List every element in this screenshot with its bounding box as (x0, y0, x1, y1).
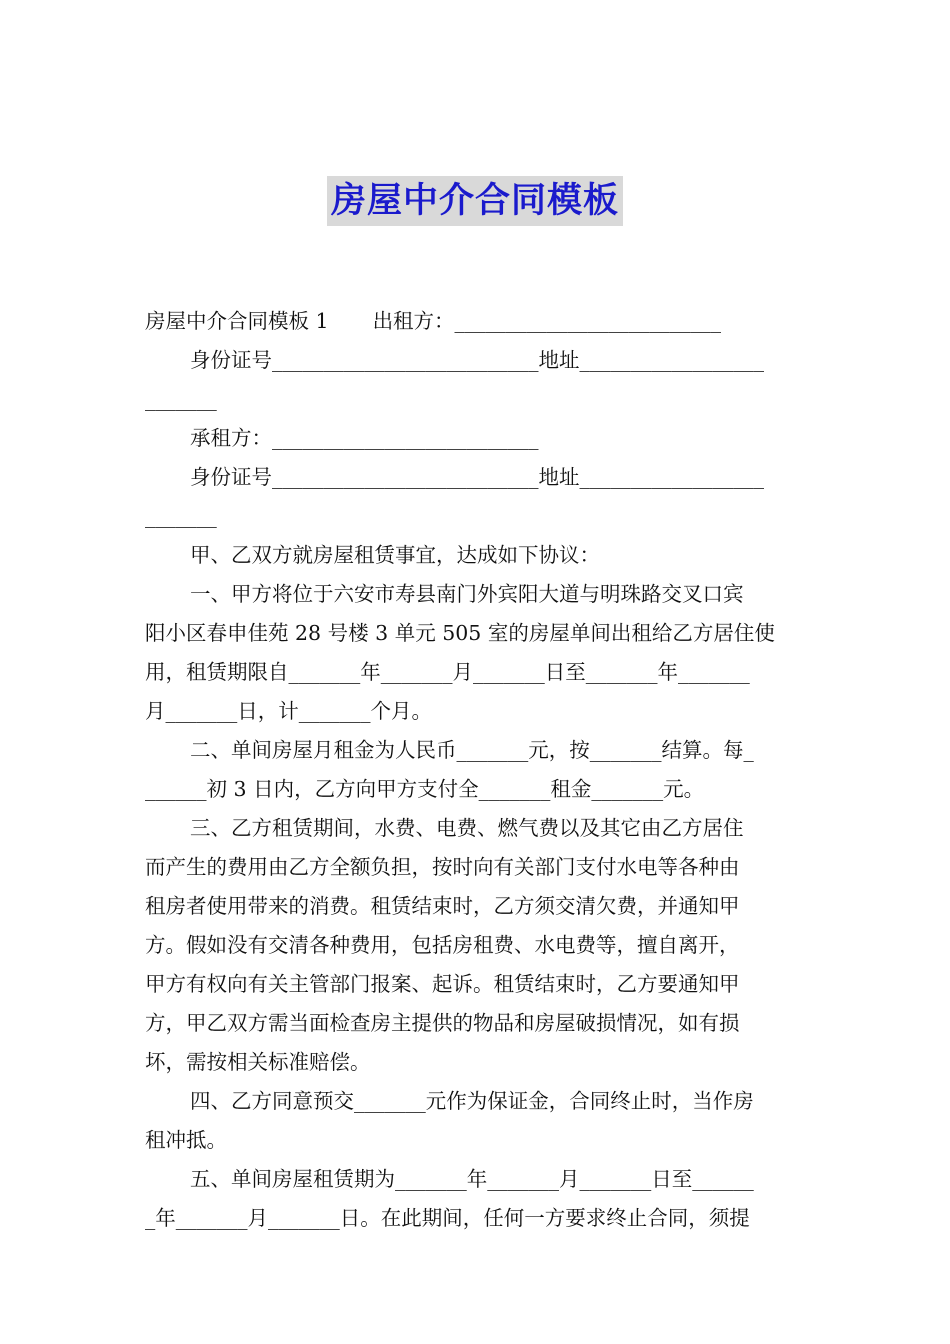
clause-3-line-5: 甲方有权向有关主管部门报案、起诉。租赁结束时，乙方要通知甲 (145, 972, 740, 996)
clause-5-line-2: _年_______月_______日。在此期间，任何一方要求终止合同，须提 (145, 1206, 750, 1230)
lessor-field: 出租方：__________________________ (372, 309, 722, 333)
lessee-id-line-cont: _______ (145, 504, 217, 528)
lessee-line: 承租方：__________________________ (190, 426, 539, 450)
clause-1-line-1: 一、甲方将位于六安市寿县南门外宾阳大道与明珠路交叉口宾 (190, 582, 744, 606)
clause-3-line-3: 租房者使用带来的消费。租赁结束时，乙方须交清欠费，并通知甲 (145, 894, 740, 918)
clause-1-line-3: 用，租赁期限自_______年_______月_______日至_______年_______ (145, 660, 750, 684)
clause-5-line-1: 五、单间房屋租赁期为_______年_______月_______日至______ (190, 1167, 754, 1191)
clause-4-line-2: 租冲抵。 (145, 1128, 227, 1152)
document-body (145, 302, 805, 1238)
lessor-id-line-cont: _______ (145, 387, 217, 411)
lessee-id-line: 身份证号__________________________地址__________________ (190, 465, 764, 489)
clause-3-line-6: 方，甲乙双方需当面检查房主提供的物品和房屋破损情况，如有损 (145, 1011, 740, 1035)
clause-3-line-1: 三、乙方租赁期间，水费、电费、燃气费以及其它由乙方居住 (190, 816, 744, 840)
document-title: 房屋中介合同模板 (327, 176, 623, 226)
document-title-block (0, 176, 950, 226)
clause-2-line-1: 二、单间房屋月租金为人民币_______元，按_______结算。每_ (190, 738, 754, 762)
contract-heading-line (145, 302, 805, 341)
lessor-id-line: 身份证号__________________________地址__________________ (190, 348, 764, 372)
clause-3-line-4: 方。假如没有交清各种费用，包括房租费、水电费等，擅自离开， (145, 933, 740, 957)
clause-3-line-7: 坏，需按相关标准赔偿。 (145, 1050, 371, 1074)
contract-subtitle: 房屋中介合同模板 1 (145, 309, 329, 333)
clause-4-line-1: 四、乙方同意预交_______元作为保证金，合同终止时，当作房 (190, 1089, 754, 1113)
agreement-intro: 甲、乙双方就房屋租赁事宜，达成如下协议： (190, 543, 600, 567)
clause-1-line-4: 月_______日，计_______个月。 (145, 699, 432, 723)
clause-2-line-2: ______初 3 日内，乙方向甲方支付全_______租金_______元。 (145, 777, 705, 801)
clause-1-line-2: 阳小区春申佳苑 28 号楼 3 单元 505 室的房屋单间出租给乙方居住使 (145, 621, 775, 645)
clause-3-line-2: 而产生的费用由乙方全额负担，按时向有关部门支付水电等各种由 (145, 855, 740, 879)
